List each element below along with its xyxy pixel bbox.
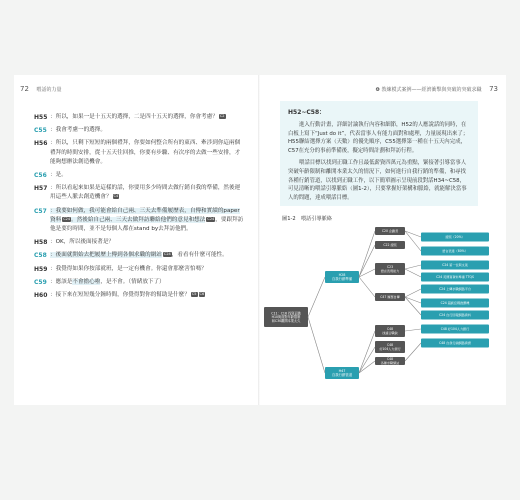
dialogue-text — [50, 251, 244, 260]
text-run: ，看看有什麼可能性。 — [171, 252, 228, 259]
dialogue-line — [34, 171, 244, 180]
dialogue-line — [34, 139, 244, 167]
text-run: ：所以，只剩下短短的兩個禮拜，你要如何整合所有的東西、牽涉到你這兩個禮拜的時間安排，從十五天往回推，你要有步驟、有次序的去做一些安排，才能夠想辦法創造機會。 — [50, 140, 241, 165]
coach-speaker-label: H57 — [34, 185, 48, 193]
highlighted-text: ：我要如何做，我可能會給自己兩、三天去準備履歷表，自傳和實績的paper資料 — [50, 207, 240, 223]
right-page — [260, 75, 506, 405]
action-leaf-label: 語言表達（80%） — [442, 249, 468, 254]
step-node-label: C22 證照 — [383, 243, 397, 248]
dialogue-line — [34, 251, 244, 260]
left-page-number: 72 — [20, 85, 29, 93]
connector-line — [359, 347, 375, 373]
step-node-label: C47 履歷自傳 — [380, 295, 400, 300]
step-node-label: C48 好104人力銀行 — [379, 343, 401, 351]
right-page-number: 73 — [489, 85, 498, 93]
connector-line — [405, 265, 421, 269]
client-speaker-label: C56 — [34, 172, 47, 180]
action-leaf-label: C48 好104人力銀行 — [440, 327, 470, 332]
coach-speaker-label: H58 — [34, 239, 48, 247]
text-run: ：接下來在短短幾分鐘時間，你覺得對你的幫助是什麼？ — [50, 292, 190, 299]
connector-line — [405, 269, 421, 277]
competency-tag: C2 — [219, 114, 225, 118]
text-run: ，要跟拜訪他是要約時間，並不是每個人都在stand by去拜訪他們。 — [50, 216, 244, 233]
client-speaker-label: C58 — [34, 252, 47, 260]
text-run: ：我覺得如果你按部就班，是一定有機會。你還會那麼害怕嗎？ — [50, 265, 207, 272]
text-run: ：我會考慮一的選擇。 — [50, 127, 106, 134]
dialogue-line — [34, 184, 244, 202]
dialogue-text — [50, 207, 244, 235]
competency-tag: C24 — [163, 252, 171, 257]
dialogue-text — [50, 291, 244, 300]
right-running-title: ❹ 教練模式案例——經濟衝擊與突破的突破求職 — [375, 87, 482, 93]
text-run: ，是不會。（情緒放下了） — [100, 278, 165, 285]
commentary-paragraph: 喂話目標以找到正職工作且最低薪資四萬元為重點，緊接著引導當事人突破年齡限制和離開本業太久的情況下，如何進行自我行銷的準備，和尋找各種行銷管道，以找到正職工作，以下簡單圖示呈現前段對話H34~C58，可見清晰的喂話引導脈絡（圖1-2），只要掌握好架構和脈絡，就能解決當事人的問題，達成喂話目標。 — [288, 160, 467, 201]
commentary-box — [280, 101, 478, 206]
dialogue-line — [34, 113, 244, 122]
text-run: ：OK，所以後面接著是？ — [50, 239, 115, 246]
step-node-label: C48 找適合職缺 — [382, 327, 398, 335]
left-running-title: 喂話的力量 — [36, 87, 62, 93]
left-running-head — [20, 85, 62, 93]
dialogue-line — [34, 126, 244, 135]
commentary-paragraph: 進入行動計畫，詳細討論執行內容和細節，H52的人應說話的同時，在白板上寫下“Just do it”，代表當事人有能力面對和處理，力量展現出來了；H55聯結選擇方案（天數）的優先順序，C55選擇第一種在十五天內完成，C57在充分的事前準備後，擬定時間計劃和拜訪行程。 — [288, 122, 469, 154]
connector-line — [308, 317, 325, 373]
dialogue-text — [50, 278, 244, 287]
connector-line — [308, 277, 325, 317]
coach-speaker-label: H59 — [34, 265, 48, 273]
branch-node-label: H28 自我行銷準備 — [331, 273, 353, 282]
dialogue-line — [34, 238, 244, 247]
competency-tag: C4 — [113, 194, 119, 199]
action-leaf-label: C24 超級密碼推薦機 — [440, 301, 470, 306]
action-leaf-label: C24 自行回報網路資料 — [439, 313, 471, 318]
commentary-title: H52~C58： — [288, 109, 326, 116]
dialogue-line — [34, 207, 244, 235]
guidance-flow-diagram — [260, 225, 506, 395]
client-speaker-label: C55 — [34, 127, 47, 135]
step-node-label: C23 語言表現能力 — [380, 265, 400, 273]
dialogue-line — [34, 278, 244, 287]
competency-tag: C6 — [199, 292, 205, 297]
competency-tag: C5 — [191, 292, 197, 297]
dialogue-text — [50, 126, 244, 135]
highlighted-text: 不會擔心啦 — [72, 278, 101, 285]
action-leaf-label: C24 第一位與文案 — [442, 263, 468, 268]
right-running-head — [375, 85, 498, 93]
dialogue-transcript — [34, 113, 244, 304]
action-leaf-label: C24 英開寫資料準備 TTQS — [436, 275, 474, 280]
connector-line — [359, 277, 375, 297]
text-run: ：所以，如果一是十五天的選擇，二是四十五天的選擇，你會考慮？ — [50, 114, 218, 120]
text-run: ：是。 — [50, 172, 67, 179]
step-node-label: C20 企劃書 — [381, 229, 399, 234]
competency-tag: C24 — [63, 216, 71, 221]
text-run: ：應該是 — [50, 278, 73, 285]
coach-speaker-label: H56 — [34, 140, 48, 148]
highlighted-text: ：後面就開始去把履歷上傳到各個求職的網站 — [50, 252, 162, 259]
dialogue-text — [50, 238, 244, 247]
root-node-label: C11：C16 找到正職 H10與面對年齡限制和C30離開本業太久 — [271, 311, 301, 323]
dialogue-text — [50, 113, 244, 122]
text-run: ：所以看起來如果是這樣的話，你要用多少時間去做行銷自我的準備，然後運用這些人脈去創造機會？ — [50, 185, 241, 201]
dialogue-text — [50, 265, 244, 274]
dialogue-text — [50, 171, 244, 180]
left-page — [14, 75, 260, 405]
competency-tag: C24 — [207, 216, 215, 221]
action-leaf-label: C24 上傳求職網路平台 — [439, 287, 471, 292]
dialogue-line — [34, 265, 244, 274]
connector-line — [405, 289, 421, 297]
coach-speaker-label: H60 — [34, 292, 48, 300]
dialogue-text — [50, 139, 244, 167]
branch-node-label: H47 自我行銷管道 — [331, 369, 353, 378]
connector-line — [405, 329, 421, 331]
action-leaf-label: C48 自我行銷網路資源 — [439, 341, 471, 346]
figure-caption: 圖1-2 喂話引導脈絡 — [282, 216, 332, 222]
connector-line — [405, 343, 421, 361]
step-node-label: C48 各種求職網站 — [380, 357, 400, 365]
connector-line — [359, 245, 375, 277]
client-speaker-label: C57 — [34, 207, 47, 215]
action-leaf-label: 證照（20%） — [445, 235, 465, 240]
client-speaker-label: C59 — [34, 278, 47, 286]
dialogue-line — [34, 291, 244, 300]
highlighted-text: 。然後給自己兩、三天去做拜訪聯絡他們的意見和想法 — [71, 216, 206, 223]
dialogue-text — [50, 184, 244, 202]
coach-speaker-label: H55 — [34, 114, 48, 121]
